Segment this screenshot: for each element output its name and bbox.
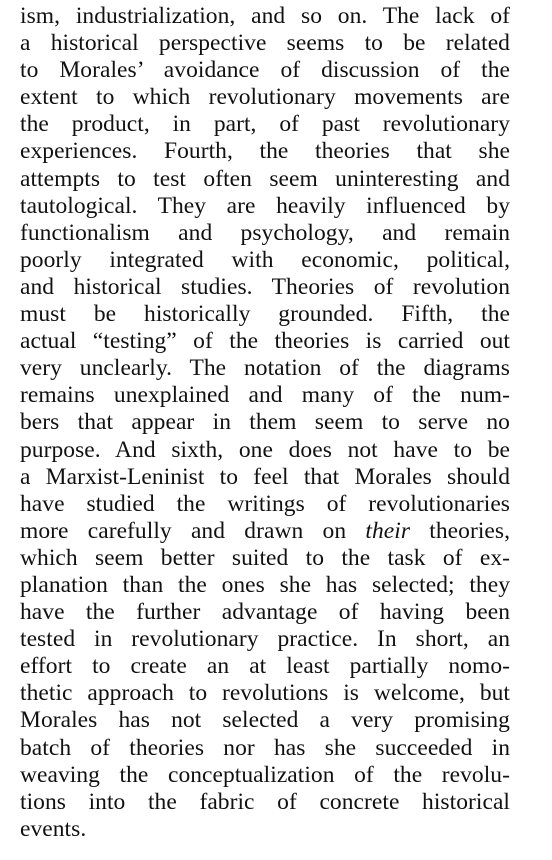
text-line: and historical studies. Theories of revolution (20, 273, 510, 300)
emphasized-text: their (365, 517, 411, 544)
text-line: batch of theories nor has she succeeded in (20, 734, 510, 761)
text-line: a historical perspective seems to be related (20, 30, 510, 57)
text-line: the product, in part, of past revolutionary (20, 111, 510, 138)
text-line: functionalism and psychology, and remain (20, 219, 510, 246)
text-line: bers that appear in them seem to serve no (20, 409, 510, 436)
text-line: tested in revolutionary practice. In short, an (20, 626, 510, 653)
text-line: ism, industrialization, and so on. The lack of (20, 3, 510, 29)
text-line: have the further advantage of having been (20, 599, 510, 626)
text-line: actual “testing” of the theories is carried out (20, 328, 510, 355)
text-line: have studied the writings of revolutionaries (20, 490, 510, 517)
text-segment: more carefully and drawn on (20, 517, 366, 544)
text-line: events. (20, 815, 87, 842)
text-line: purpose. And sixth, one does not have to be (20, 436, 510, 463)
text-line: must be historically grounded. Fifth, the (20, 301, 510, 328)
text-line: extent to which revolutionary movements are (20, 84, 510, 111)
text-line: Morales has not selected a very promising (20, 707, 510, 734)
text-line (20, 518, 510, 545)
text-line: thetic approach to revolutions is welcome, but (20, 680, 510, 707)
text-line: poorly integrated with economic, political, (20, 246, 510, 273)
text-line: tions into the fabric of concrete historical (20, 788, 510, 815)
text-segment: theories, (410, 517, 511, 544)
body-paragraph (20, 3, 510, 843)
text-line: effort to create an at least partially nomo- (20, 653, 510, 680)
text-line: tautological. They are heavily influenced by (20, 192, 510, 219)
text-line: remains unexplained and many of the num- (20, 382, 510, 409)
text-line: a Marxist-Leninist to feel that Morales should (20, 463, 510, 490)
text-line: which seem better suited to the task of ex- (20, 544, 510, 571)
text-line: very unclearly. The notation of the diagrams (20, 355, 510, 382)
text-line: attempts to test often seem uninteresting and (20, 165, 510, 192)
text-line: experiences. Fourth, the theories that she (20, 138, 510, 165)
text-line: planation than the ones she has selected; they (20, 571, 510, 598)
text-line: weaving the conceptualization of the revolu- (20, 761, 510, 788)
text-line: to Morales’ avoidance of discussion of the (20, 57, 510, 84)
